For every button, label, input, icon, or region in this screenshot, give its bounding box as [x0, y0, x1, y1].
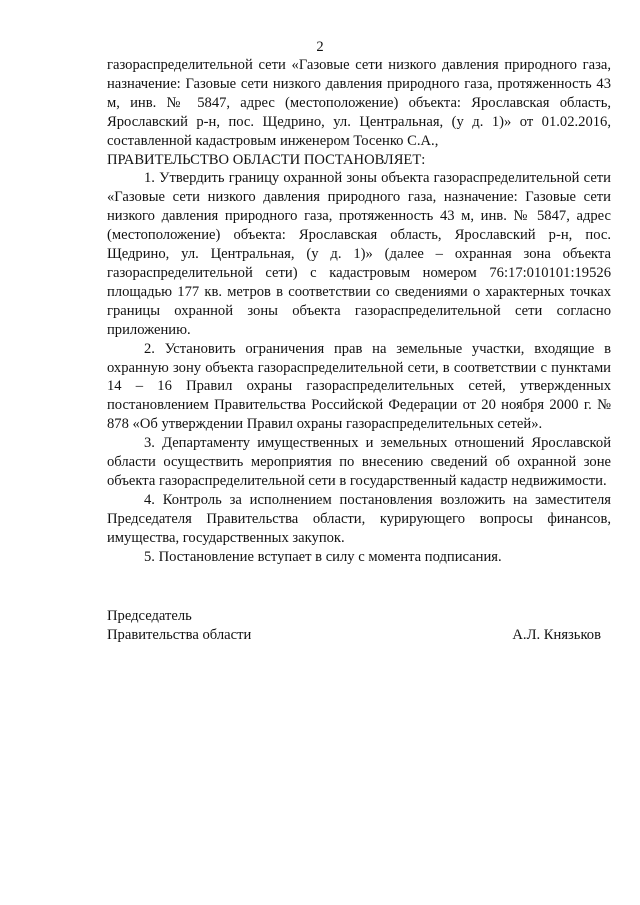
item-4-paragraph: 4. Контроль за исполнением постановления возложить на заместителя Председателя Правительства области, курирующего вопросы финансов, имущества, государственных закупок. — [107, 491, 611, 546]
signature-title-line2: Правительства области — [107, 626, 252, 643]
signatory-name: А.Л. Князьков — [512, 626, 601, 643]
item-3-paragraph: 3. Департаменту имущественных и земельных отношений Ярославской области осуществить мероприятия по внесению сведений об охранной зоне объекта газораспределительной сети в государственный кадастр недвижимости. — [107, 435, 611, 489]
signature-row — [107, 626, 601, 645]
signature-block — [107, 607, 601, 645]
intro-paragraph: газораспределительной сети «Газовые сети низкого давления природного газа, назначение: Газовые сети низкого давления природного газа, протяженность 43 м, инв. № 5847, адрес (местоположение) объекта: Ярославская область, Ярославский р-н, пос. Щедрино, ул. Центральная, (у д. 1)» от 01.02.2016, составленной кадастровым инженером Тосенко С.А., — [107, 57, 611, 149]
item-1-paragraph: 1. Утвердить границу охранной зоны объекта газораспределительной сети «Газовые сети низкого давления природного газа, назначение: Газовые сети низкого давления природного газа, протяженность 43 м, инв. № 5847, адрес (местоположение) объекта: Ярославская область, Ярославский р-н, пос. Щедрино, ул. Центральная, (у д. 1)» (далее – охранная зона объекта газораспределительной сети) с кадастровым номером 76:17:010101:19526 площадью 177 кв. метров в соответствии со сведениями о характерных точках границы охранной зоны объекта газораспределительной сети согласно приложению. — [107, 170, 611, 338]
item-2-paragraph: 2. Установить ограничения прав на земельные участки, входящие в охранную зону объекта газораспределительной сети, в соответствии с пунктами 14 – 16 Правил охраны газораспределительных сетей, утвержденных постановлением Правительства Российской Федерации от 20 ноября 2000 г. № 878 «Об утверждении Правил охраны газораспределительных сетей». — [107, 340, 611, 433]
signature-title-line1: Председатель — [107, 608, 192, 624]
document-body — [107, 56, 611, 566]
resolution-header: ПРАВИТЕЛЬСТВО ОБЛАСТИ ПОСТАНОВЛЯЕТ: — [107, 151, 426, 168]
page-number: 2 — [316, 39, 324, 55]
item-5-paragraph: 5. Постановление вступает в силу с момента подписания. — [144, 548, 502, 565]
